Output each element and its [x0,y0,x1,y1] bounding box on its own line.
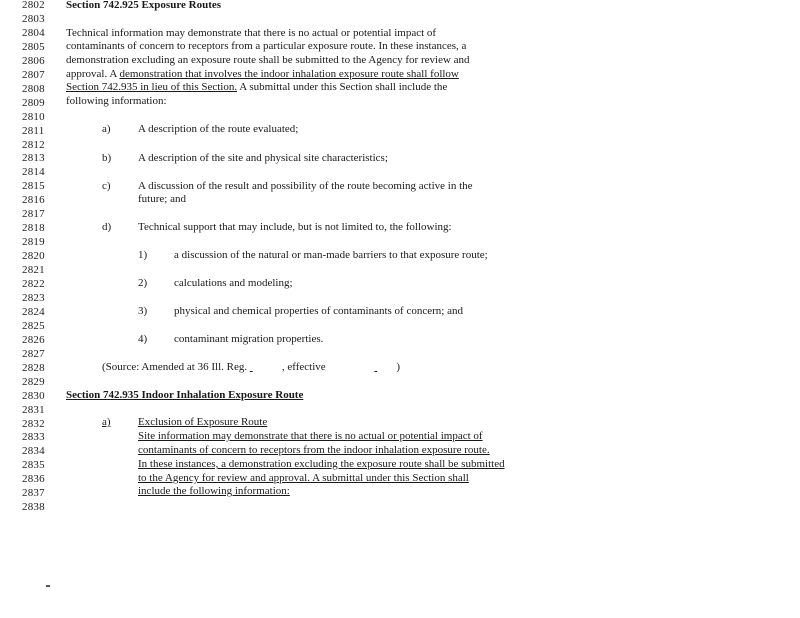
para-line-6: following information: [66,95,167,107]
line-number: 2809 [22,96,45,109]
para-line-5 [66,81,447,94]
line-number: 2837 [22,487,45,500]
line-number: 2805 [22,40,45,53]
source-text-amended: (Source: Amended at 36 Ill. Reg. [102,361,250,373]
inserted-text-demonstration: demonstration that involves the indoor inhalation exposure route shall follow [119,68,459,80]
subitem-label-3: 3) [138,305,148,317]
line-number: 2827 [22,347,45,360]
line-number: 2808 [22,82,45,95]
section2-line-4: to the Agency for review and approval. A submittal under this Section shall [138,472,469,484]
source-note [102,361,400,374]
para-text-submittal: A submittal under this Section shall include the [237,81,448,93]
line-number: 2810 [22,110,45,123]
line-number: 2833 [22,431,45,444]
line-number: 2825 [22,319,45,332]
inserted-text-section-ref: Section 742.935 [66,81,138,93]
para-line-4 [66,68,459,81]
para-text-approval: approval. A [66,68,120,80]
line-number: 2819 [22,236,45,249]
line-number: 2807 [22,68,45,81]
section2-line-2: contaminants of concern to receptors from the indoor inhalation exposure route. [138,444,490,456]
subitem-label-2: 2) [138,277,148,289]
line-number: 2818 [22,222,45,235]
line-number: 2802 [22,0,45,11]
line-number: 2829 [22,375,45,388]
subitem-label-1: 1) [138,249,148,261]
line-number: 2838 [22,501,45,514]
line-number: 2817 [22,208,45,221]
inserted-text-this-section: this Section. [182,81,238,93]
item-text-b: A description of the site and physical site characteristics; [138,152,388,164]
line-number: 2824 [22,305,45,318]
line-number: 2821 [22,264,45,277]
section2-item-title: Exclusion of Exposure Route [138,416,268,428]
line-number: 2820 [22,250,45,263]
source-text-effective: , effective [281,361,329,373]
section2-item-label-a: a) [102,416,111,428]
line-number: 2832 [22,417,45,430]
item-label-c: c) [102,180,111,192]
item-label-a: a) [102,123,111,135]
section2-line-1: Site information may demonstrate that there is no actual or potential impact of [138,430,483,442]
line-number: 2803 [22,12,45,25]
line-number: 2831 [22,403,45,416]
line-number: 2811 [22,124,45,137]
item-label-b: b) [102,152,112,164]
line-number: 2828 [22,361,45,374]
subitem-text-1: a discussion of the natural or man-made barriers to that exposure route; [174,249,488,261]
subitem-text-2: calculations and modeling; [174,277,293,289]
line-number: 2813 [22,152,45,165]
line-number: 2835 [22,459,45,472]
line-number: 2804 [22,26,45,39]
item-text-c-line-2: future; and [138,193,186,205]
line-number: 2814 [22,166,45,179]
line-number: 2815 [22,180,45,193]
item-text-a: A description of the route evaluated; [138,123,299,135]
blank-effective-date [374,361,396,374]
line-number: 2836 [22,473,45,486]
line-number: 2806 [22,54,45,67]
page-mark [46,585,50,587]
line-number: 2826 [22,333,45,346]
section-heading-742-935: Section 742.935 Indoor Inhalation Exposure Route [66,389,304,401]
para-line-2: contaminants of concern to receptors from a particular exposure route. In these instances, a [66,40,467,52]
item-text-d: Technical support that may include, but is not limited to, the following: [138,221,452,233]
blank-register-page [250,361,282,374]
para-line-3: demonstration excluding an exposure route shall be submitted to the Agency for review and [66,54,470,66]
line-number: 2816 [22,194,45,207]
subitem-text-3: physical and chemical properties of contaminants of concern; and [174,305,463,317]
subitem-label-4: 4) [138,333,148,345]
section2-line-3: In these instances, a demonstration excluding the exposure route shall be submitted [138,458,505,470]
section-heading-742-925: Section 742.925 Exposure Routes [66,0,222,11]
item-label-d: d) [102,221,112,233]
para-line-1: Technical information may demonstrate that there is no actual or potential impact of [66,27,437,39]
line-number: 2823 [22,291,45,304]
line-number: 2830 [22,389,45,402]
source-text-close: ) [396,361,401,373]
inserted-text-in-lieu: in lieu of [137,81,183,93]
line-number: 2822 [22,278,45,290]
line-number: 2812 [22,138,45,151]
item-text-c-line-1: A discussion of the result and possibility of the route becoming active in the [138,180,473,192]
section2-line-5: include the following information: [138,485,290,497]
subitem-text-4: contaminant migration properties. [174,333,324,345]
line-number: 2834 [22,445,45,458]
